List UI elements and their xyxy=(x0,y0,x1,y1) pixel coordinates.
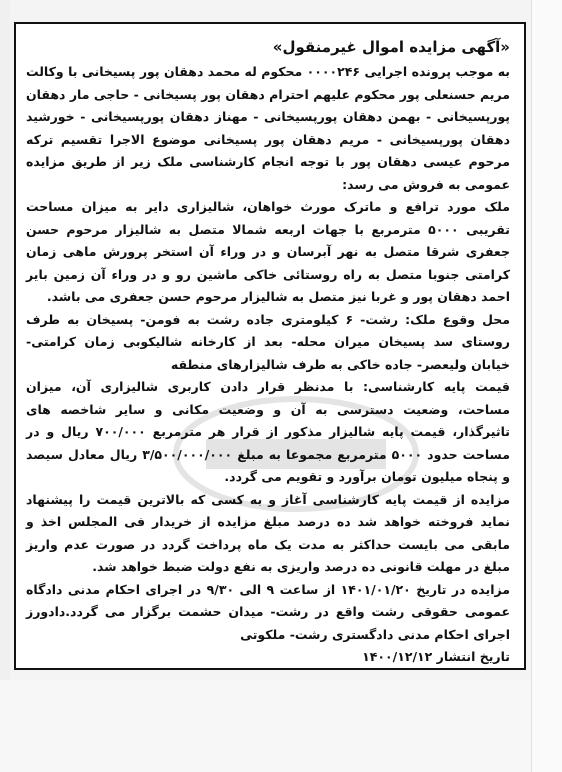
notice-paragraph-terms: مزایده از قیمت پایه کارشناسی آغاز و به کسی که بالاترین قیمت را پیشنهاد نماید فروخته خواهد شد ده درصد مبلغ مزایده از خریدار فی المجلس اخذ و مابقی می بایست حداکثر به مدت یک ماه پرداخت گردد در صورت عدم واریز مبلغ در مهلت قانونی ده درصد واریزی به نفع دولت ضبط خواهد شد. xyxy=(26,491,510,574)
notice-publish-date: تاریخ انتشار ۱۴۰۰/۱۲/۱۲ xyxy=(362,649,510,664)
notice-paragraph-intro: به موجب پرونده اجرایی ۰۰۰۰۲۴۶ محکوم له محمد دهقان پور پسیخانی با وکالت مریم حسنعلی پور محکوم علیهم احترام دهقان پور پسیخانی - حاجی مار دهقان پورپسیخانی - بهمن دهقان پورپسیخانی - مهناز دهقان پورپسیخانی - خورشید دهقان پورپسیخانی - مریم دهقان پور پسیخانی موضوع الاجرا تقسیم ترکه مرحوم عیسی دهقان پور با توجه انجام کارشناسی ملک زیر از طریق مزایده عمومی به فروش می رسد: xyxy=(26,64,510,192)
notice-paragraph-valuation: قیمت پایه کارشناسی: با مدنظر قرار دادن کاربری شالیزاری آن، میزان مساحت، وضعیت دسترسی به آن و وضعیت مکانی و سایر شاخصه های تاثیرگذار، قیمت پایه شالیزار مذکور از قرار هر مترمربع ۷۰۰/۰۰۰ ریال و در مساحت حدود ۵۰۰۰ مترمربع مجموعا به مبلغ ۳/۵۰۰/۰۰۰/۰۰۰ ریال معادل سیصد و پنجاه میلیون تومان برآورد و تقویم می گردد. xyxy=(26,379,511,484)
auction-notice-clipping xyxy=(14,22,526,670)
right-margin-strip xyxy=(531,0,562,772)
notice-paragraph-location: محل وقوع ملک: رشت- ۶ کیلومتری جاده رشت به فومن- پسیخان به طرف روستای سد پسیخان میران محله- بعد از کارخانه شالیکوبی زمان کرامتی- خیابان ولیعصر- جاده خاکی به طرف شالیزارهای منطقه xyxy=(26,311,510,372)
notice-paragraph-property: ملک مورد ترافع و ماترک مورث خواهان، شالیزاری دایر به میزان مساحت تقریبی ۵۰۰۰ مترمربع با جهات اربعه شمالا متصل به شالیزار مرحوم حسن جعفری شرقا متصل به نهر آبرسان و در وراء آن استخر پرورش ماهی زمان کرامتی جنوبا متصل به راه روستائی خاکی ماشین رو و در وراء آن زمین بایر احمد دهقان پور و غربا نیز متصل به شالیزار مرحوم حسن جعفری می باشد. xyxy=(26,199,510,304)
notice-title: «آگهی مزایده اموال غیرمنقول» xyxy=(272,38,510,56)
notice-paragraph-auction-date: مزایده در تاریخ ۱۴۰۱/۰۱/۲۰ از ساعت ۹ الی ۹/۳۰ در اجرای احکام مدنی دادگاه عمومی حقوقی رشت واقع در رشت- میدان حشمت برگزار می گردد.دادورز اجرای احکام مدنی دادگستری رشت- ملکوتی xyxy=(26,581,510,642)
blank-area-below-clipping xyxy=(0,680,532,772)
left-margin-strip xyxy=(0,0,10,772)
